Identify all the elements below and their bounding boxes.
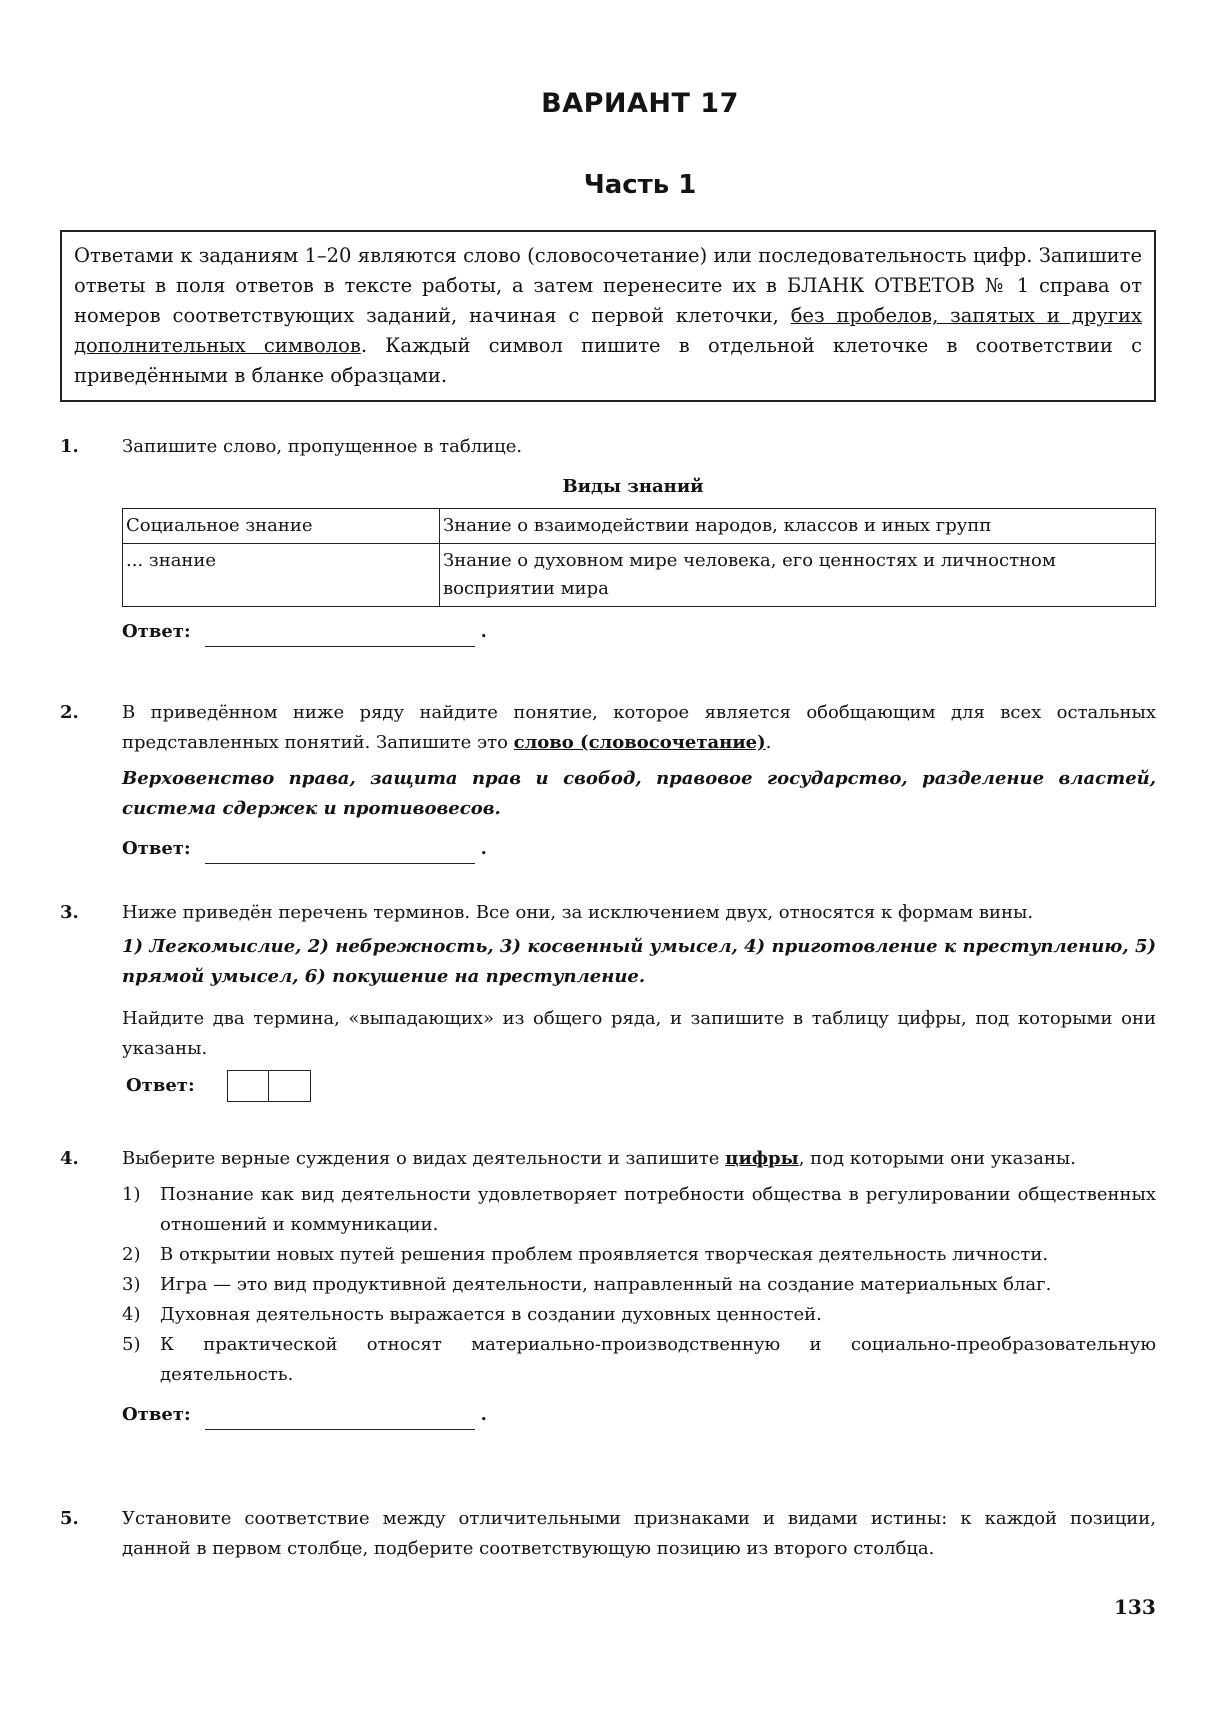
knowledge-types-table [122,508,1156,607]
term-list: 1) Легкомыслие, 2) небрежность, 3) косвенный умысел, 4) приготовление к преступлению, 5) прямой умысел, 6) покушение на преступление. [122,936,1156,987]
answer-label: Ответ: [126,1075,195,1096]
prompt-emphasis: слово (словосочетание) [513,732,766,753]
task-number: 4. [60,1148,79,1169]
page-number: 133 [1114,1595,1156,1619]
option-text: В открытии новых путей решения проблем проявляется творческая деятельность личности. [160,1244,1049,1265]
task-2 [60,698,1156,864]
task-prompt [122,1144,1156,1174]
answer-label: Ответ: [122,621,191,642]
option-text: Познание как вид деятельности удовлетворяет потребности общества в регулировании общественных отношений и коммуникации. [160,1184,1156,1235]
answer-cells [227,1070,311,1102]
answer-cell[interactable] [227,1070,269,1102]
task-number: 3. [60,902,79,923]
variant-title: ВАРИАНТ 17 [541,88,739,119]
task-number: 1. [60,436,79,457]
answer-label: Ответ: [122,838,191,859]
prompt-emphasis: цифры [725,1148,799,1169]
option-text: Игра — это вид продуктивной деятельности, направленный на создание материальных благ. [160,1274,1052,1295]
task-prompt: Установите соответствие между отличительными признаками и видами истины: к каждой позиции, данной в первом столбце, подберите соответствующую позицию из второго столбца. [122,1508,1156,1559]
answer-line [126,1070,1156,1102]
table-cell: ... знание [123,544,440,607]
task-1 [60,432,1156,647]
task-prompt [122,698,1156,758]
list-item [122,1270,1156,1300]
answer-blank[interactable] [205,626,475,647]
answer-line: Ответ: . [122,1400,1156,1430]
task-number: 2. [60,702,79,723]
prompt-text-end: . [765,732,772,753]
table-row [123,544,1156,607]
answer-cell[interactable] [269,1070,311,1102]
task-instruction: Найдите два термина, «выпадающих» из общего ряда, и запишите в таблицу цифры, под которыми они указаны. [122,1008,1156,1059]
prompt-text-end: , под которыми они указаны. [798,1148,1076,1169]
part-title: Часть 1 [583,170,697,200]
instructions-box [60,230,1156,402]
option-number: 1) [122,1184,141,1205]
task-3 [60,898,1156,1102]
option-number: 5) [122,1334,141,1355]
option-number: 2) [122,1244,141,1265]
table-cell: Знание о взаимодействии народов, классов и иных групп [440,509,1156,544]
table-caption: Виды знаний [562,476,704,497]
option-text: К практической относят материально-производственную и социально-преобразовательную деятельность. [160,1334,1156,1385]
prompt-text: Выберите верные суждения о видах деятельности и запишите [122,1148,726,1169]
task-prompt: Ниже приведён перечень терминов. Все они, за исключением двух, относятся к формам вины. [122,902,1034,923]
task-number: 5. [60,1508,79,1529]
instructions-underlined: без пробелов, запятых и других дополнительных символов [74,304,1142,357]
list-item [122,1240,1156,1270]
task-5 [60,1504,1156,1564]
answer-line: Ответ: . [122,834,1156,864]
answer-blank[interactable] [205,843,475,864]
instructions-text: Ответами к заданиям 1–20 являются слово (словосочетание) или последовательность цифр. Запишите ответы в поля ответов в тексте работы, а затем перенесите их в БЛАНК ОТВЕТОВ № 1 справа от номеров соответствующих заданий, начиная с первой клеточки, [74,244,1142,327]
table-cell: Социальное знание [123,509,440,544]
option-number: 4) [122,1304,141,1325]
list-item [122,1300,1156,1330]
table-cell: Знание о духовном мире человека, его ценностях и личностном восприятии мира [440,544,1156,607]
term-list: Верховенство права, защита прав и свобод, правовое государство, разделение властей, система сдержек и противовесов. [122,768,1156,819]
task-4 [60,1144,1156,1430]
options-list [122,1180,1156,1390]
option-number: 3) [122,1274,141,1295]
task-prompt: Запишите слово, пропущенное в таблице. [122,436,523,457]
answer-line: Ответ: . [122,617,1156,647]
list-item [122,1180,1156,1240]
instructions-text-end: . Каждый символ пишите в отдельной клеточке в соответствии с приведёнными в бланке образцами. [74,334,1142,387]
table-row [123,509,1156,544]
list-item [122,1330,1156,1390]
option-text: Духовная деятельность выражается в создании духовных ценностей. [160,1304,822,1325]
prompt-text: В приведённом ниже ряду найдите понятие, которое является обобщающим для всех остальных представленных понятий. Запишите это [122,702,1156,753]
answer-label: Ответ: [122,1404,191,1425]
answer-blank[interactable] [205,1409,475,1430]
